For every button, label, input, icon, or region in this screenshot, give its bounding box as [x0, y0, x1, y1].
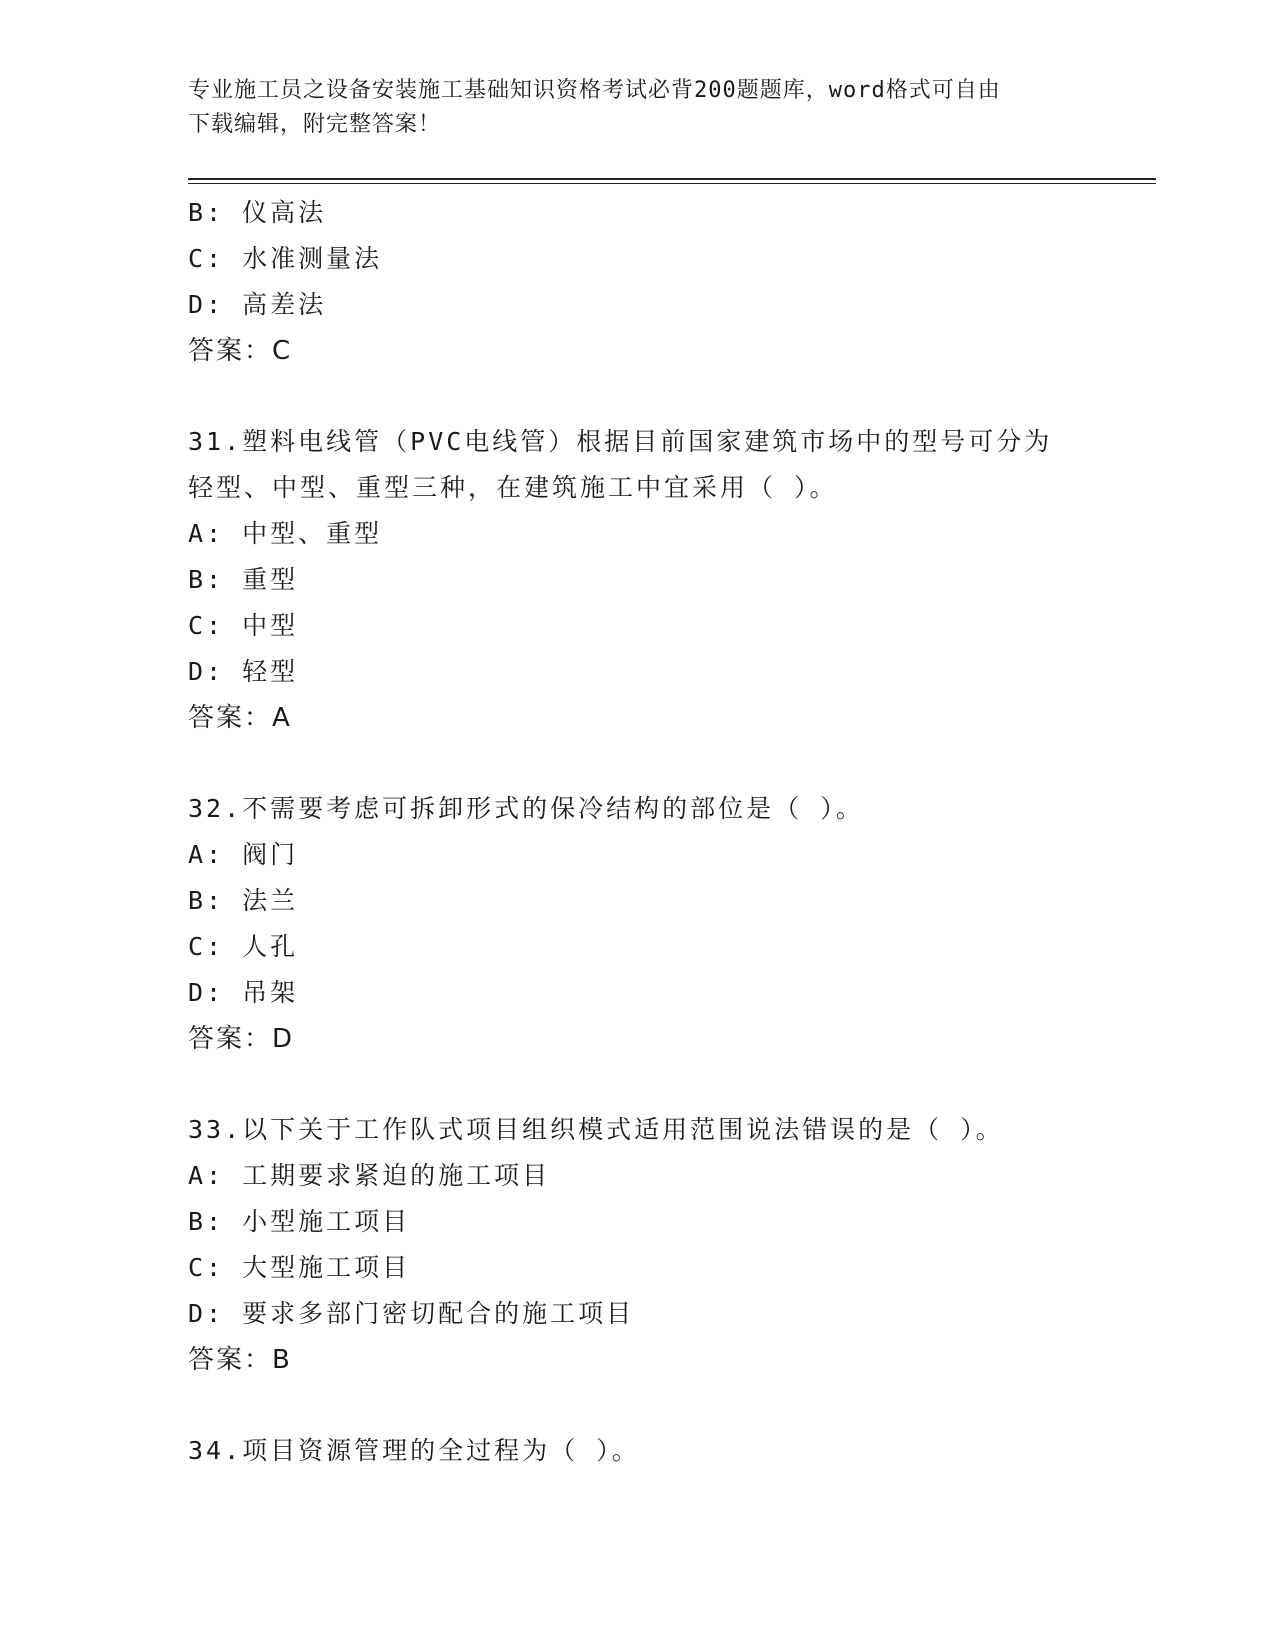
- spacer: [188, 1062, 1088, 1107]
- question-stem: 33.以下关于工作队式项目组织模式适用范围说法错误的是（ ）。: [188, 1115, 1004, 1144]
- option-a: A: 工期要求紧迫的施工项目: [188, 1161, 551, 1190]
- question-stem-continued: 轻型、中型、重型三种，在建筑施工中宜采用（ ）。: [188, 473, 838, 502]
- option-c: C: 大型施工项目: [188, 1253, 411, 1282]
- option-d: D: 高差法: [188, 290, 327, 319]
- option-c: C: 中型: [188, 611, 299, 640]
- header-line-1: 专业施工员之设备安装施工基础知识资格考试必背200题题库，word格式可自由: [188, 78, 1001, 103]
- option-b: B: 重型: [188, 565, 299, 594]
- spacer: [188, 741, 1088, 786]
- option-a: A: 阀门: [188, 840, 299, 869]
- option-c: C: 人孔: [188, 932, 299, 961]
- question-block-32: [188, 786, 1088, 1062]
- question-block-33: [188, 1107, 1088, 1383]
- answer-line: 答案：C: [188, 336, 293, 366]
- question-stem: 31.塑料电线管（PVC电线管）根据目前国家建筑市场中的型号可分为: [188, 427, 1053, 456]
- option-d: D: 吊架: [188, 978, 299, 1007]
- document-body: [188, 190, 1088, 1474]
- question-block-continued: [188, 190, 1088, 374]
- question-block-31: [188, 419, 1088, 741]
- question-block-34: [188, 1428, 1088, 1474]
- question-stem: 34.项目资源管理的全过程为（ ）。: [188, 1436, 640, 1465]
- option-b: B: 仪高法: [188, 198, 327, 227]
- header-line-2: 下载编辑，附完整答案！: [188, 112, 442, 137]
- document-header: [188, 74, 1078, 142]
- option-a: A: 中型、重型: [188, 519, 383, 548]
- option-b: B: 小型施工项目: [188, 1207, 411, 1236]
- answer-line: 答案：A: [188, 703, 292, 733]
- option-c: C: 水准测量法: [188, 244, 383, 273]
- question-stem: 32.不需要考虑可拆卸形式的保冷结构的部位是（ ）。: [188, 794, 864, 823]
- header-divider-thin: [188, 183, 1156, 184]
- option-b: B: 法兰: [188, 886, 299, 915]
- spacer: [188, 374, 1088, 419]
- option-d: D: 要求多部门密切配合的施工项目: [188, 1299, 635, 1328]
- option-d: D: 轻型: [188, 657, 299, 686]
- answer-line: 答案：B: [188, 1345, 292, 1375]
- header-divider-thick: [188, 178, 1156, 180]
- spacer: [188, 1383, 1088, 1428]
- answer-line: 答案：D: [188, 1024, 295, 1054]
